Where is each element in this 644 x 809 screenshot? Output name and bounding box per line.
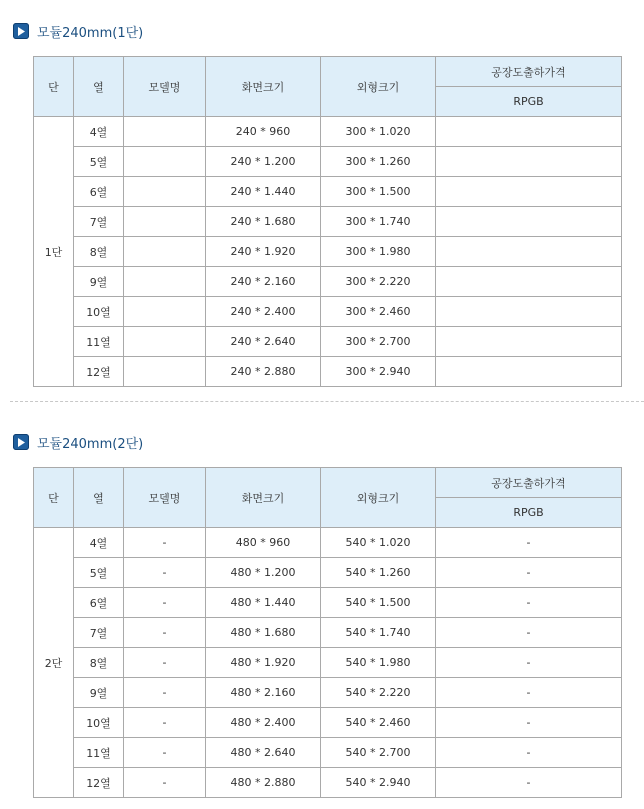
- price-cell: [436, 237, 622, 267]
- screen-size-cell: 240 * 2.640: [206, 327, 321, 357]
- price-cell: -: [436, 768, 622, 798]
- model-cell: -: [124, 528, 206, 558]
- table-row: [34, 588, 622, 618]
- screen-size-cell: 480 * 1.440: [206, 588, 321, 618]
- section-divider: [10, 401, 644, 402]
- price-cell: -: [436, 708, 622, 738]
- header-model: 모델명: [124, 57, 206, 117]
- screen-size-cell: 240 * 1.680: [206, 207, 321, 237]
- outer-size-cell: 540 * 2.220: [321, 678, 436, 708]
- header-tier: 단: [34, 468, 74, 528]
- header-tier: 단: [34, 57, 74, 117]
- model-cell: [124, 357, 206, 387]
- column-cell: 4열: [74, 117, 124, 147]
- screen-size-cell: 480 * 2.880: [206, 768, 321, 798]
- tier-cell: 1단: [34, 117, 74, 387]
- model-cell: -: [124, 768, 206, 798]
- column-cell: 9열: [74, 267, 124, 297]
- model-cell: [124, 237, 206, 267]
- outer-size-cell: 540 * 1.740: [321, 618, 436, 648]
- model-cell: -: [124, 678, 206, 708]
- outer-size-cell: 540 * 1.980: [321, 648, 436, 678]
- price-cell: [436, 177, 622, 207]
- column-cell: 6열: [74, 588, 124, 618]
- table-row: [34, 207, 622, 237]
- column-cell: 8열: [74, 648, 124, 678]
- spec-table-2: [33, 467, 622, 798]
- price-cell: -: [436, 678, 622, 708]
- screen-size-cell: 480 * 1.920: [206, 648, 321, 678]
- table-row: [34, 297, 622, 327]
- screen-size-cell: 480 * 2.640: [206, 738, 321, 768]
- price-cell: [436, 297, 622, 327]
- outer-size-cell: 540 * 2.700: [321, 738, 436, 768]
- header-screen-size: 화면크기: [206, 57, 321, 117]
- price-cell: -: [436, 738, 622, 768]
- screen-size-cell: 240 * 1.200: [206, 147, 321, 177]
- table-row: [34, 648, 622, 678]
- outer-size-cell: 300 * 1.260: [321, 147, 436, 177]
- header-outer-size: 외형크기: [321, 57, 436, 117]
- outer-size-cell: 300 * 1.740: [321, 207, 436, 237]
- outer-size-cell: 540 * 1.500: [321, 588, 436, 618]
- table-row: [34, 267, 622, 297]
- table-row: [34, 117, 622, 147]
- header-outer-size: 외형크기: [321, 468, 436, 528]
- outer-size-cell: 540 * 2.940: [321, 768, 436, 798]
- price-cell: -: [436, 558, 622, 588]
- table-row: [34, 708, 622, 738]
- model-cell: -: [124, 648, 206, 678]
- table-row: [34, 327, 622, 357]
- table-row: [34, 147, 622, 177]
- spec-table-1: [33, 56, 622, 387]
- table-row: [34, 618, 622, 648]
- price-cell: -: [436, 588, 622, 618]
- outer-size-cell: 300 * 1.500: [321, 177, 436, 207]
- price-cell: [436, 207, 622, 237]
- outer-size-cell: 540 * 1.020: [321, 528, 436, 558]
- column-cell: 10열: [74, 297, 124, 327]
- model-cell: -: [124, 618, 206, 648]
- screen-size-cell: 240 * 2.400: [206, 297, 321, 327]
- price-cell: -: [436, 648, 622, 678]
- section-title-2: [13, 433, 143, 451]
- model-cell: -: [124, 708, 206, 738]
- model-cell: [124, 117, 206, 147]
- outer-size-cell: 300 * 2.700: [321, 327, 436, 357]
- section-title-text: 모듈240mm(1단): [37, 25, 144, 41]
- section-title-1: [13, 22, 143, 40]
- screen-size-cell: 480 * 2.400: [206, 708, 321, 738]
- outer-size-cell: 540 * 1.260: [321, 558, 436, 588]
- screen-size-cell: 480 * 1.200: [206, 558, 321, 588]
- screen-size-cell: 480 * 1.680: [206, 618, 321, 648]
- price-cell: -: [436, 618, 622, 648]
- model-cell: [124, 177, 206, 207]
- table-row: [34, 738, 622, 768]
- screen-size-cell: 480 * 2.160: [206, 678, 321, 708]
- header-factory-price: 공장도출하가격: [436, 468, 622, 498]
- price-cell: [436, 147, 622, 177]
- model-cell: [124, 297, 206, 327]
- screen-size-cell: 480 * 960: [206, 528, 321, 558]
- model-cell: -: [124, 738, 206, 768]
- model-cell: [124, 267, 206, 297]
- table-row: [34, 357, 622, 387]
- column-cell: 4열: [74, 528, 124, 558]
- play-arrow-icon: [13, 23, 29, 39]
- model-cell: -: [124, 588, 206, 618]
- price-cell: [436, 267, 622, 297]
- column-cell: 9열: [74, 678, 124, 708]
- column-cell: 11열: [74, 738, 124, 768]
- column-cell: 7열: [74, 618, 124, 648]
- table-row: [34, 678, 622, 708]
- screen-size-cell: 240 * 1.440: [206, 177, 321, 207]
- outer-size-cell: 540 * 2.460: [321, 708, 436, 738]
- model-cell: [124, 207, 206, 237]
- table-row: [34, 768, 622, 798]
- price-cell: [436, 117, 622, 147]
- outer-size-cell: 300 * 2.460: [321, 297, 436, 327]
- model-cell: [124, 327, 206, 357]
- column-cell: 8열: [74, 237, 124, 267]
- header-rpgb: RPGB: [436, 87, 622, 117]
- model-cell: -: [124, 558, 206, 588]
- price-cell: [436, 357, 622, 387]
- header-screen-size: 화면크기: [206, 468, 321, 528]
- column-cell: 11열: [74, 327, 124, 357]
- table-row: [34, 237, 622, 267]
- column-cell: 5열: [74, 558, 124, 588]
- play-arrow-icon: [13, 434, 29, 450]
- screen-size-cell: 240 * 960: [206, 117, 321, 147]
- tier-cell: 2단: [34, 528, 74, 798]
- column-cell: 10열: [74, 708, 124, 738]
- column-cell: 12열: [74, 768, 124, 798]
- column-cell: 7열: [74, 207, 124, 237]
- table-row: [34, 177, 622, 207]
- price-cell: -: [436, 528, 622, 558]
- screen-size-cell: 240 * 2.880: [206, 357, 321, 387]
- screen-size-cell: 240 * 1.920: [206, 237, 321, 267]
- table-row: [34, 558, 622, 588]
- column-cell: 5열: [74, 147, 124, 177]
- column-cell: 12열: [74, 357, 124, 387]
- header-factory-price: 공장도출하가격: [436, 57, 622, 87]
- outer-size-cell: 300 * 1.020: [321, 117, 436, 147]
- outer-size-cell: 300 * 2.940: [321, 357, 436, 387]
- header-rpgb: RPGB: [436, 498, 622, 528]
- screen-size-cell: 240 * 2.160: [206, 267, 321, 297]
- header-column: 열: [74, 57, 124, 117]
- section-title-text: 모듈240mm(2단): [37, 436, 144, 452]
- model-cell: [124, 147, 206, 177]
- outer-size-cell: 300 * 1.980: [321, 237, 436, 267]
- table-row: [34, 528, 622, 558]
- outer-size-cell: 300 * 2.220: [321, 267, 436, 297]
- header-model: 모델명: [124, 468, 206, 528]
- column-cell: 6열: [74, 177, 124, 207]
- price-cell: [436, 327, 622, 357]
- header-column: 열: [74, 468, 124, 528]
